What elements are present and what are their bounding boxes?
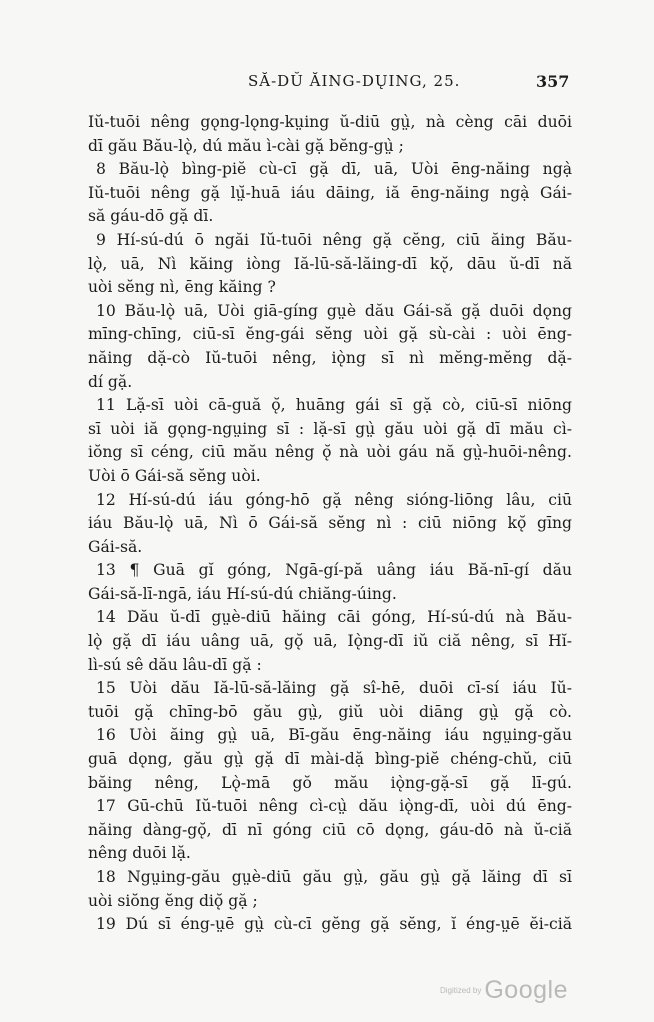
page-header bbox=[0, 72, 654, 96]
text-line: 10 Bău-lǫ̀ uā, Uòi giā-gíng gṳè dău Gái-să gặ duōi dǫng bbox=[96, 301, 572, 320]
text-line: Iŭ-tuōi nêng gǫng-lǫng-kṳing ŭ-diū gṳ̀, nà cèng cāi duōi bbox=[88, 113, 572, 131]
text-line: dī gău Bău-lǫ̀, dú mău ì-cài gặ bĕng-gṳ̀ ; bbox=[88, 136, 404, 155]
text-line: Gái-să-lī-ngā, iáu Hí-sú-dú chiăng-úing. bbox=[88, 584, 397, 603]
text-line: năing dặ-cò Iŭ-tuōi nêng, iǫ̀ng sī nì mĕng-mĕng dặ- bbox=[88, 348, 572, 367]
text-line: 9 Hí-sú-dú ō ngăi Iŭ-tuōi nêng gặ cĕng, ciū ăing Bău- bbox=[96, 230, 572, 249]
text-line: dí gặ. bbox=[88, 372, 133, 391]
text-line: 16 Uòi ăing gṳ̀ uā, Bī-gău ēng-năing iáu ngṳing-gău bbox=[96, 726, 572, 745]
text-line: nêng duōi lặ. bbox=[88, 844, 191, 863]
body-text bbox=[88, 111, 572, 937]
text-line: năing dàng-gǫ̆, dī nī góng ciū cō dǫng, gáu-dō nà ŭ-ciă bbox=[88, 820, 572, 839]
text-line: Uòi ō Gái-să sĕng uòi. bbox=[88, 466, 261, 485]
text-line: 19 Dú sī éng-ṳē gṳ̀ cù-cī gĕng gặ sĕng, ĭ éng-ṳē ĕi-ciă bbox=[96, 915, 572, 934]
text-line: iáu Bău-lǫ̀ uā, Nì ō Gái-să sĕng nì : ciū niōng kǫ̆ gīng bbox=[88, 514, 572, 533]
text-line: 14 Dău ŭ-dī gṳè-diū hăing cāi góng, Hí-sú-dú nà Bău- bbox=[96, 608, 572, 627]
text-line: lì-sú sê dău lâu-dī gặ : bbox=[88, 655, 262, 674]
text-line: 15 Uòi dău Iă-lū-să-lăing gặ sî-hē, duōi cī-sí iáu Iŭ- bbox=[96, 679, 572, 698]
text-line: uòi sĕng nì, ēng kăing ? bbox=[88, 278, 276, 297]
google-logo: Google bbox=[484, 976, 568, 1004]
text-line: uòi siŏng ĕng diǫ̆ gặ ; bbox=[88, 891, 258, 910]
text-line: tuōi gặ chīng-bō gău gṳ̀, giŭ uòi diāng gṳ̀ gặ cò. bbox=[88, 702, 572, 721]
text-line: 18 Ngṳing-gău gṳè-diū gău gṳ̀, gău gṳ̀ gặ lăing dī sī bbox=[96, 868, 572, 886]
text-line: guā dǫng, gău gṳ̀ gặ dī mài-dặ bìng-piĕ chéng-chŭ, ciū bbox=[88, 750, 572, 769]
text-line: 11 Lặ-sī uòi cā-guă ǫ̆, huāng gái sī gặ cò, ciū-sī niōng bbox=[96, 396, 572, 415]
text-line: 8 Bău-lǫ̀ bìng-piĕ cù-cī gặ dī, uā, Uòi ēng-năing ngạ̀ bbox=[96, 160, 572, 179]
watermark-prefix: Digitized by bbox=[440, 986, 482, 995]
text-line: băing nêng, Lǫ̀-mā gŏ mău iǫ̀ng-gặ-sī gặ lī-gú. bbox=[88, 773, 572, 792]
text-line: lǫ̀, uā, Nì kăing iòng Iă-lū-să-lăing-dī kǫ̆, dāu ŭ-dī nă bbox=[88, 254, 572, 273]
text-line: 13 ¶ Guā gĭ góng, Ngā-gí-pă uâng iáu Bă-nī-gí dău bbox=[96, 561, 572, 580]
text-line: iŏng sī céng, ciū mău nêng ǫ̆ nà uòi gáu nă gṳ̀-huōi-nêng. bbox=[88, 443, 572, 462]
text-line: Iŭ-tuōi nêng gặ lṳ̆-huā iáu dāing, iă ēng-năing ngạ̀ Gái- bbox=[88, 183, 572, 202]
page-number: 357 bbox=[536, 72, 570, 91]
text-line: să gáu-dō gặ dī. bbox=[88, 207, 214, 226]
text-line: 12 Hí-sú-dú iáu góng-hō gặ nêng sióng-liōng lâu, ciū bbox=[96, 490, 572, 509]
digitized-watermark bbox=[440, 976, 568, 1005]
text-line: lǫ̀ gặ dī iáu uâng uā, gǫ̆ uā, Iǫ̀ng-dī iŭ ciă nêng, sī Hĭ- bbox=[88, 632, 572, 651]
text-line: 17 Gū-chū Iŭ-tuōi nêng cì-cṳ̀ dău iǫ̀ng-dī, uòi dú ēng- bbox=[96, 797, 572, 816]
text-line: Gái-să. bbox=[88, 537, 143, 556]
text-line: sī uòi iă gǫng-ngṳing sī : lặ-sī gṳ̀ gău uòi gặ dī mău cì- bbox=[88, 419, 572, 438]
text-line: mīng-chīng, ciū-sī ĕng-gái sĕng uòi gặ sù-cài : uòi ēng- bbox=[88, 325, 572, 344]
running-title: SĂ-DŬ ĂING-DŲING, 25. bbox=[248, 72, 461, 90]
